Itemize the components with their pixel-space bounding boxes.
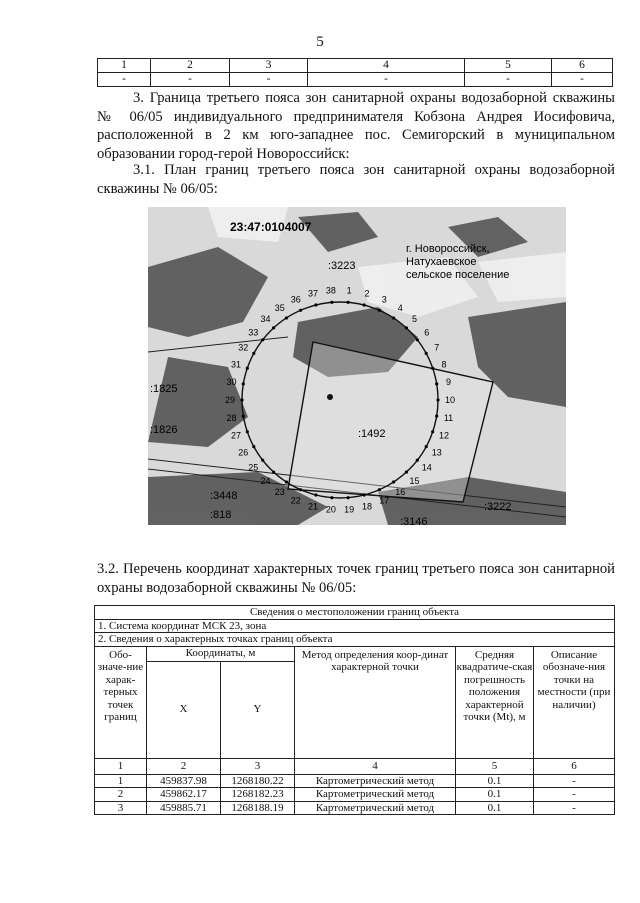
boundary-point-marker (252, 352, 255, 355)
paragraph-3-2: 3.2. Перечень координат характерных точек границ третьего пояса зон санитарной охраны водозаборной скважины № 06/05: (97, 561, 615, 596)
boundary-point-label: 37 (307, 288, 319, 299)
boundary-point-label: 34 (260, 314, 271, 325)
boundary-point-label: 20 (325, 504, 336, 515)
table-cell: - (534, 801, 615, 815)
parcel-label-3146: :3146 (400, 516, 428, 525)
table-cell: - (98, 73, 151, 87)
boundary-point-label: 4 (397, 302, 403, 313)
boundary-point-label: 14 (421, 462, 432, 473)
boundary-point-label: 15 (409, 475, 420, 486)
boundary-point-marker (425, 445, 428, 448)
table-cell: - (230, 73, 308, 87)
boundary-plan-map (148, 207, 566, 525)
parcel-label-3222: :3222 (484, 501, 512, 513)
boundary-point-label: 12 (438, 430, 450, 441)
boundary-point-marker (405, 326, 408, 329)
page-number: 5 (316, 34, 324, 50)
table-cell: 2 (147, 758, 221, 774)
boundary-point-marker (299, 488, 302, 491)
table-cell: 1 (95, 758, 147, 774)
table-cell: 459885.71 (147, 801, 221, 815)
table-cell: 459837.98 (147, 774, 221, 788)
col-method-header: Метод определения коор-динат характерной точки (295, 646, 456, 758)
parcel-label-1825: :1825 (150, 383, 178, 395)
boundary-point-label: 29 (224, 395, 236, 405)
continued-table (97, 58, 613, 87)
boundary-point-marker (330, 496, 333, 499)
boundary-point-marker (330, 301, 333, 304)
boundary-point-marker (435, 415, 438, 418)
boundary-point-marker (436, 398, 439, 401)
boundary-point-label: 18 (361, 501, 373, 512)
boundary-point-label: 11 (443, 413, 454, 424)
paragraph-3-1: 3.1. План границ третьего пояса зон санитарной охраны водозаборной скважины № 06/05: (97, 162, 615, 197)
col-description-header: Описание обозначе-ния точки на местности (при наличии) (534, 646, 615, 758)
table-cell: - (308, 73, 465, 87)
parcel-label-3223: :3223 (328, 260, 356, 272)
well-point (327, 394, 333, 400)
table-cell: - (151, 73, 230, 87)
boundary-point-label: 30 (226, 376, 237, 387)
table-cell: 2 (95, 788, 147, 802)
boundary-point-label: 19 (344, 504, 355, 515)
table-cell: - (465, 73, 552, 87)
place-label-line1: г. Новороссийск, (406, 243, 490, 255)
cadastral-quarter-label: 23:47:0104007 (230, 220, 312, 234)
col-coords-header: Координаты, м (147, 646, 295, 661)
boundary-point-marker (242, 415, 245, 418)
boundary-point-label: 26 (238, 447, 249, 458)
paragraph-3: 3. Граница третьего пояса зон санитарной охраны водозаборной скважины № 06/05 индивидуального предпринимателя Кобзона Андрея Иосифовича, расположенной в 2 км юго-западнее пос. Семигорский в муниципальном образовании город-герой Новороссийск: (97, 90, 615, 162)
boundary-point-marker (416, 459, 419, 462)
col-error-header: Средняя квадратиче-ская погрешность положения характерной точки (Mt), м (456, 646, 534, 758)
boundary-point-label: 33 (248, 327, 259, 338)
table-cell: 1268182.23 (221, 788, 295, 802)
table-cell: 6 (534, 758, 615, 774)
boundary-point-marker (242, 382, 245, 385)
boundary-point-marker (378, 488, 381, 491)
boundary-point-marker (405, 471, 408, 474)
table-cell: - (534, 774, 615, 788)
table-cell: 459862.17 (147, 788, 221, 802)
points-section-row: 2. Сведения о характерных точках границ объекта (95, 633, 615, 647)
boundary-point-marker (272, 326, 275, 329)
boundary-point-label: 25 (248, 462, 259, 473)
boundary-point-label: 5 (411, 314, 418, 325)
boundary-point-marker (246, 430, 249, 433)
boundary-point-marker (261, 459, 264, 462)
table-cell: Картометрический метод (295, 774, 456, 788)
boundary-point-label: 21 (307, 501, 319, 512)
table-cell: 3 (95, 801, 147, 815)
boundary-point-label: 1 (346, 285, 352, 296)
table-header-row (98, 59, 613, 73)
coord-system-row: 1. Система координат МСК 23, зона (95, 619, 615, 633)
boundary-point-marker (392, 316, 395, 319)
boundary-point-marker (246, 367, 249, 370)
table-cell: Картометрический метод (295, 801, 456, 815)
boundary-point-marker (378, 309, 381, 312)
parcel-label-3448: :3448 (210, 490, 238, 502)
table-row (95, 801, 615, 815)
boundary-point-marker (347, 301, 350, 304)
table-cell: 4 (308, 59, 465, 73)
boundary-point-marker (431, 430, 434, 433)
boundary-point-marker (252, 445, 255, 448)
boundary-point-label: 38 (325, 285, 336, 296)
boundary-point-marker (314, 493, 317, 496)
table-row (98, 73, 613, 87)
table-row (95, 788, 615, 802)
table-cell: 3 (230, 59, 308, 73)
table-cell: Картометрический метод (295, 788, 456, 802)
boundary-point-marker (314, 303, 317, 306)
boundary-point-marker (285, 480, 288, 483)
boundary-point-label: 32 (238, 342, 249, 353)
coord-table-title: Сведения о местоположении границ объекта (95, 606, 615, 620)
boundary-point-label: 3 (381, 294, 387, 305)
boundary-point-label: 28 (226, 413, 237, 424)
table-cell: 1268188.19 (221, 801, 295, 815)
table-cell: 1 (95, 774, 147, 788)
table-cell: 1 (98, 59, 151, 73)
boundary-point-label: 22 (290, 495, 301, 506)
table-cell: 0.1 (456, 788, 534, 802)
table-cell: 0.1 (456, 774, 534, 788)
col-x-header: X (147, 661, 221, 758)
boundary-point-marker (425, 352, 428, 355)
boundary-point-marker (416, 338, 419, 341)
coordinates-table (94, 605, 615, 815)
boundary-point-marker (363, 493, 366, 496)
table-cell: 5 (465, 59, 552, 73)
boundary-point-label: 13 (431, 447, 442, 458)
boundary-point-label: 9 (445, 376, 452, 387)
table-cell: 0.1 (456, 801, 534, 815)
table-cell: 2 (151, 59, 230, 73)
col-designation-header: Обо-значе-ние харак-терных точек границ (95, 646, 147, 758)
boundary-point-label: 16 (395, 487, 406, 498)
boundary-point-label: 31 (230, 359, 242, 370)
place-label-line2: Натухаевское (406, 256, 477, 268)
parcel-label-818: :818 (210, 509, 232, 521)
boundary-point-label: 24 (260, 475, 271, 486)
table-cell: 6 (552, 59, 613, 73)
boundary-point-marker (392, 480, 395, 483)
table-cell: - (552, 73, 613, 87)
parcel-label-1492: :1492 (358, 428, 386, 440)
place-label-line3: сельское поселение (406, 269, 510, 281)
table-cell: 5 (456, 758, 534, 774)
boundary-point-label: 7 (434, 342, 440, 353)
boundary-point-label: 27 (230, 430, 242, 441)
boundary-point-marker (285, 316, 288, 319)
table-cell: - (534, 788, 615, 802)
boundary-point-marker (299, 309, 302, 312)
table-cell: 4 (295, 758, 456, 774)
boundary-point-marker (435, 382, 438, 385)
boundary-point-marker (240, 398, 243, 401)
col-y-header: Y (221, 661, 295, 758)
boundary-point-marker (261, 338, 264, 341)
table-row (95, 774, 615, 788)
boundary-point-label: 10 (444, 395, 456, 405)
boundary-point-marker (347, 496, 350, 499)
boundary-point-label: 8 (441, 359, 447, 370)
boundary-point-label: 17 (379, 495, 390, 506)
boundary-point-label: 23 (274, 487, 285, 498)
boundary-point-label: 36 (290, 294, 301, 305)
parcel-label-1826: :1826 (150, 424, 178, 436)
boundary-point-marker (272, 471, 275, 474)
boundary-point-label: 35 (274, 302, 285, 313)
boundary-point-marker (431, 367, 434, 370)
table-cell: 1268180.22 (221, 774, 295, 788)
boundary-point-label: 6 (424, 327, 430, 338)
table-cell: 3 (221, 758, 295, 774)
boundary-point-label: 2 (364, 288, 370, 299)
boundary-point-marker (363, 303, 366, 306)
